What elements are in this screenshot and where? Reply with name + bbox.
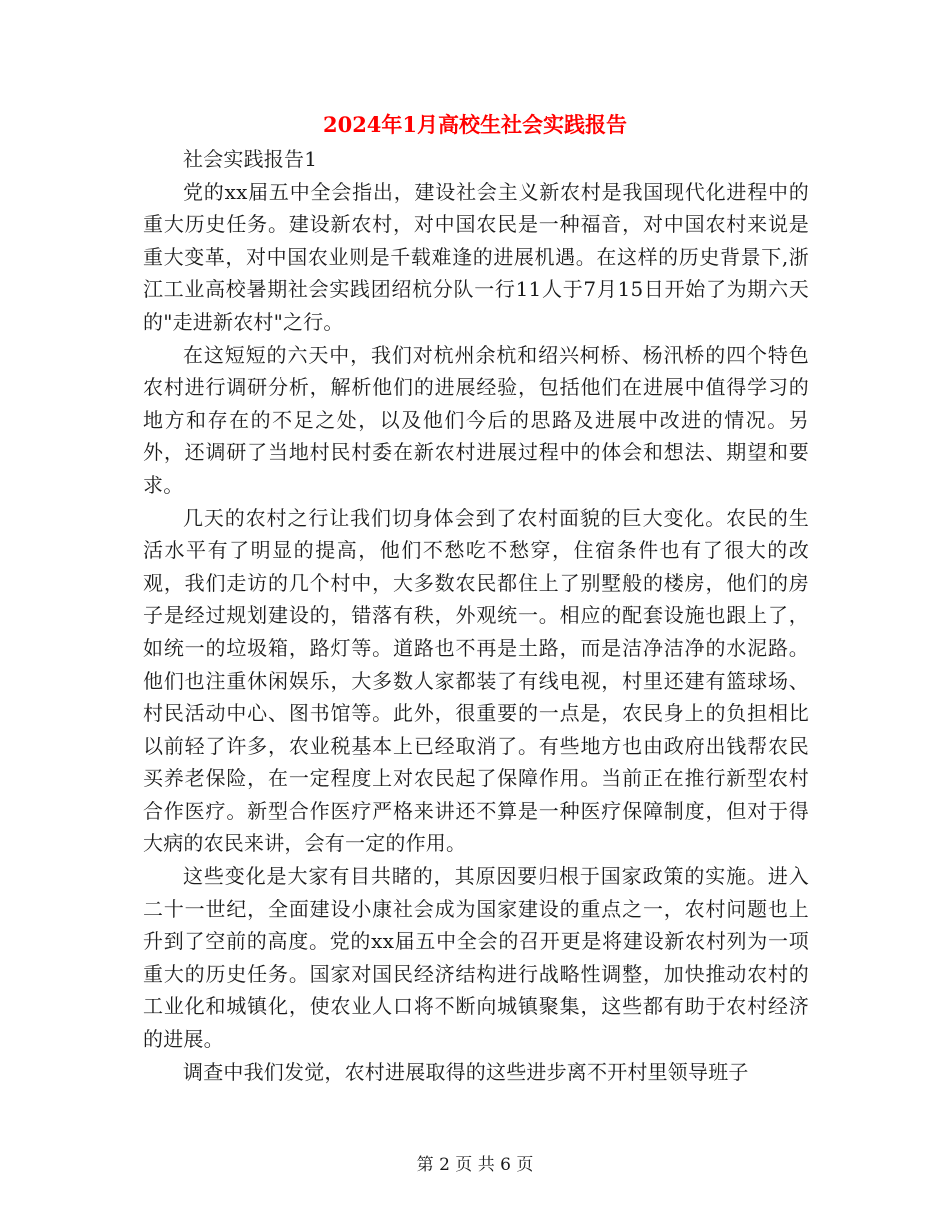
paragraph-4: 这些变化是大家有目共睹的，其原因要归根于国家政策的实施。进入二十一世纪，全面建设小康社会成为国家建设的重点之一，农村问题也上升到了空前的高度。党的xx届五中全会的召开更是将建设新农村列为一项重大的历史任务。国家对国民经济结构进行战略性调整，加快推动农村的工业化和城镇化，使农业人口将不断向城镇聚集，这些都有助于农村经济的进展。 xyxy=(143,864,809,1052)
page-number: 第 2 页 共 6 页 xyxy=(416,1155,534,1175)
document-title: 2024年1月高校生社会实践报告 xyxy=(322,112,628,137)
paragraph-5: 调查中我们发觉，农村进展取得的这些进步离不开村里领导班子 xyxy=(183,1059,749,1084)
section-heading: 社会实践报告1 xyxy=(183,147,318,171)
page-footer xyxy=(0,1153,950,1177)
paragraph-1: 党的xx届五中全会指出，建设社会主义新农村是我国现代化进程中的重大历史任务。建设新农村，对中国农民是一种福音，对中国农村来说是重大变革，对中国农业则是千载难逢的进展机遇。在这样的历史背景下,浙江工业高校暑期社会实践团绍杭分队一行11人于7月15日开始了为期六天的"走进新农村"之行。 xyxy=(143,179,809,334)
paragraph-3: 几天的农村之行让我们切身体会到了农村面貌的巨大变化。农民的生活水平有了明显的提高，他们不愁吃不愁穿，住宿条件也有了很大的改观，我们走访的几个村中，大多数农民都住上了别墅般的楼房，他们的房子是经过规划建设的，错落有秩，外观统一。相应的配套设施也跟上了，如统一的垃圾箱，路灯等。道路也不再是土路，而是洁净洁净的水泥路。他们也注重休闲娱乐，大多数人家都装了有线电视，村里还建有篮球场、村民活动中心、图书馆等。此外，很重要的一点是，农民身上的负担相比以前轻了许多，农业税基本上已经取消了。有些地方也由政府出钱帮农民买养老保险，在一定程度上对农民起了保障作用。当前正在推行新型农村合作医疗。新型合作医疗严格来讲还不算是一种医疗保障制度，但对于得大病的农民来讲，会有一定的作用。 xyxy=(143,505,809,856)
paragraph-2: 在这短短的六天中，我们对杭州余杭和绍兴柯桥、杨汛桥的四个特色农村进行调研分析，解析他们的进展经验，包括他们在进展中值得学习的地方和存在的不足之处，以及他们今后的思路及进展中改进的情况。另外，还调研了当地村民村委在新农村进展过程中的体会和想法、期望和要求。 xyxy=(143,342,809,497)
document-body xyxy=(143,143,809,1088)
